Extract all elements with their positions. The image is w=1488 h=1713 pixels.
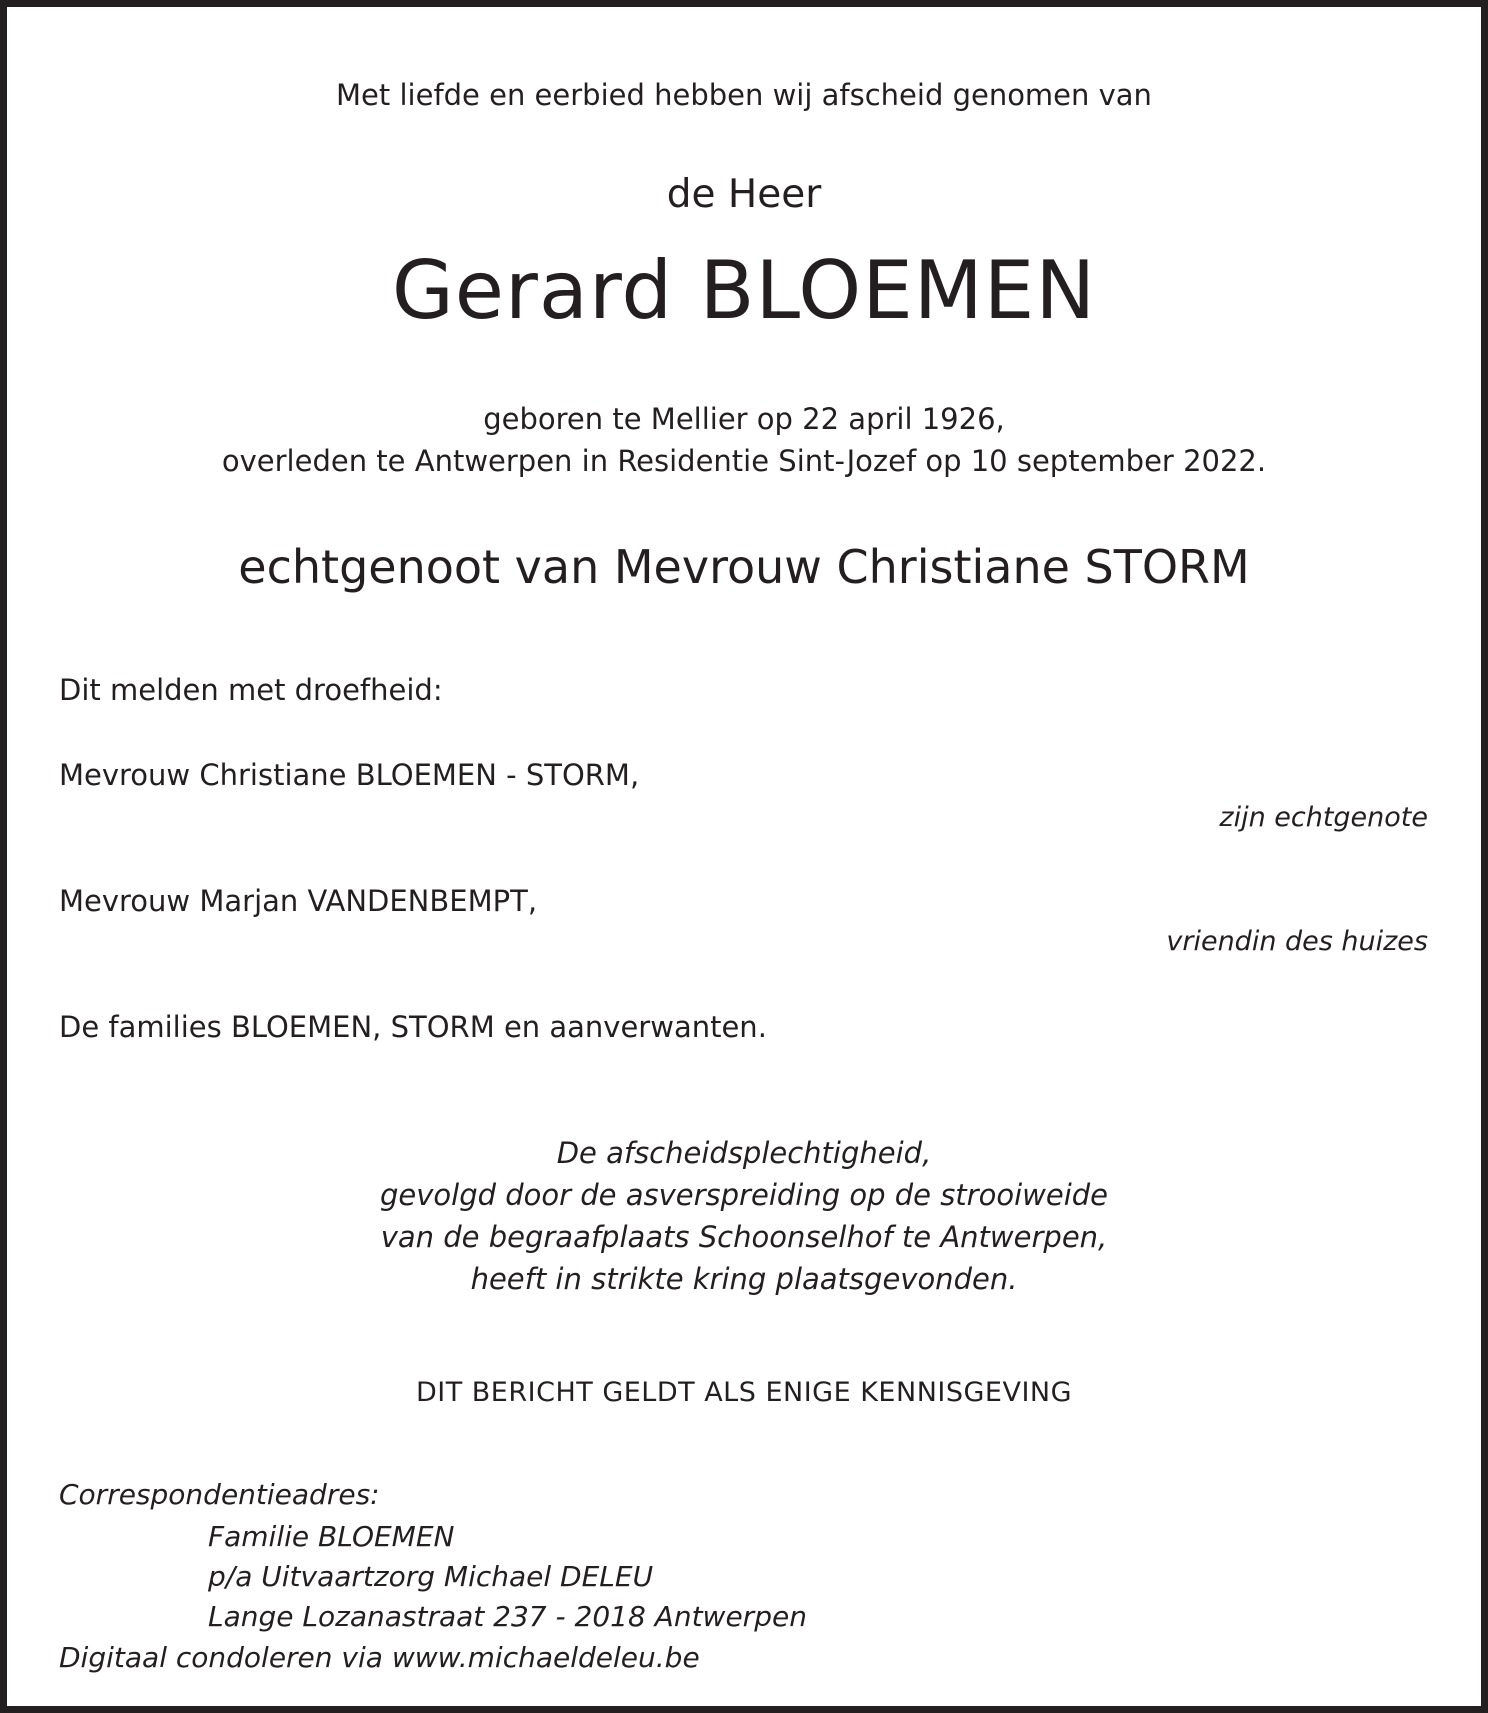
ceremony-line: heeft in strikte kring plaatsgevonden. <box>470 1262 1018 1296</box>
correspondence-label: Correspondentieadres: <box>59 1478 380 1511</box>
ceremony-line: gevolgd door de asverspreiding op de strooiweide <box>379 1178 1109 1212</box>
mourner-name: Mevrouw Christiane BLOEMEN - STORM, <box>59 758 640 792</box>
honorific: de Heer <box>666 172 822 217</box>
death-line: overleden te Antwerpen in Residentie Sint-Jozef op 10 september 2022. <box>221 444 1267 478</box>
families-line: De families BLOEMEN, STORM en aanverwanten. <box>59 1010 767 1044</box>
announce-intro: Dit melden met droefheid: <box>59 673 443 707</box>
ceremony-text <box>0 1132 1488 1300</box>
ceremony-line: De afscheidsplechtigheid, <box>556 1136 932 1170</box>
official-notice: DIT BERICHT GELDT ALS ENIGE KENNISGEVING <box>415 1377 1073 1408</box>
correspondence-line: p/a Uitvaartzorg Michael DELEU <box>208 1560 654 1593</box>
condolence-link[interactable]: Digitaal condoleren via www.michaeldeleu.be <box>59 1641 700 1674</box>
ceremony-line: van de begraafplaats Schoonselhof te Antwerpen, <box>380 1220 1108 1254</box>
correspondence-line: Familie BLOEMEN <box>208 1520 455 1553</box>
deceased-name: Gerard BLOEMEN <box>391 244 1097 337</box>
birth-line: geboren te Mellier op 22 april 1926, <box>483 402 1005 436</box>
correspondence-line: Lange Lozanastraat 237 - 2018 Antwerpen <box>208 1600 807 1633</box>
mourner-name: Mevrouw Marjan VANDENBEMPT, <box>59 884 538 918</box>
spouse-line: echtgenoot van Mevrouw Christiane STORM <box>238 540 1250 594</box>
mourner-relation: zijn echtgenote <box>1219 802 1428 833</box>
intro-line: Met liefde en eerbied hebben wij afscheid genomen van <box>336 78 1152 112</box>
mourner-relation: vriendin des huizes <box>1166 926 1428 957</box>
